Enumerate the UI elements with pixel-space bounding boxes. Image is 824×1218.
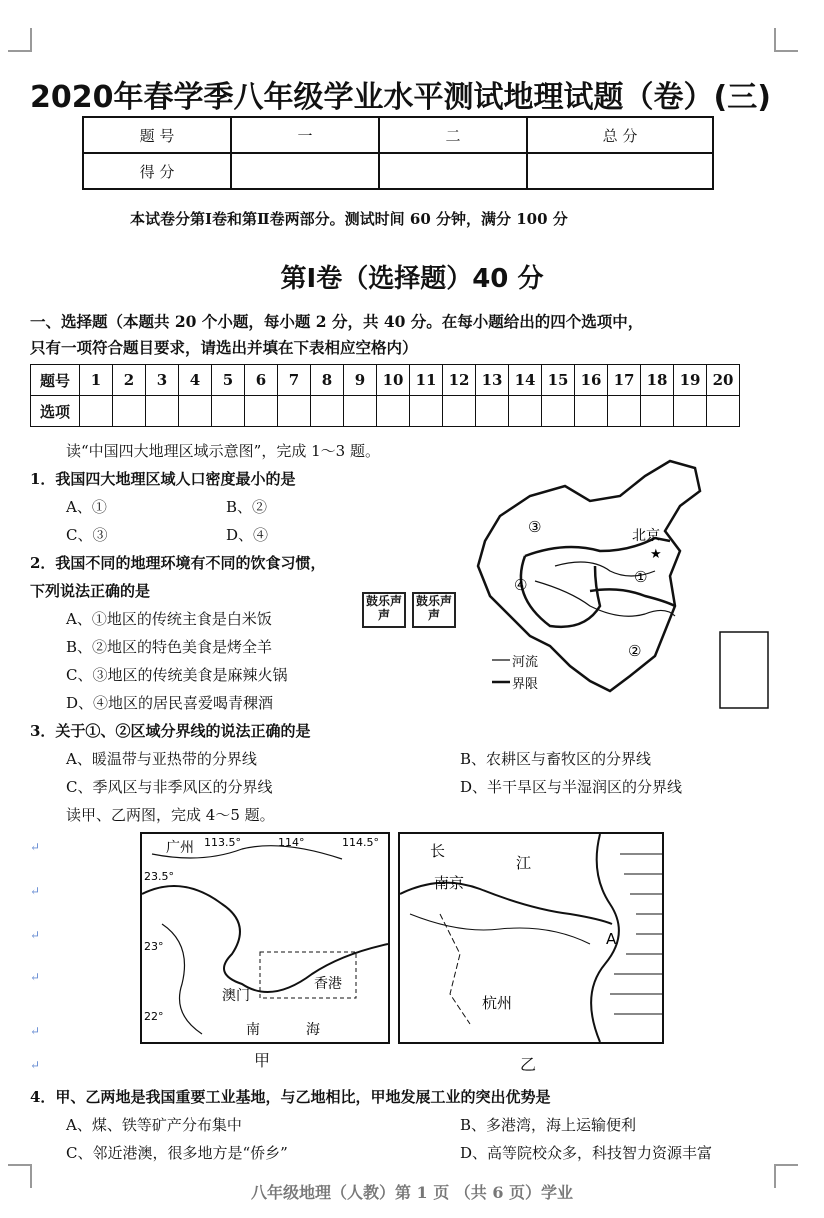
map-jia-label: 113.5° [204,836,241,849]
province-border-path [440,914,470,1024]
answer-input-cell[interactable] [113,396,146,427]
answer-number-cell: 10 [377,365,410,396]
map-yi-label: 杭州 [482,994,513,1012]
answer-number-cell: 3 [146,365,179,396]
china-map-label: ① [634,568,648,586]
section-desc-line1: 一、选择题（本题共 20 个小题，每小题 2 分，共 40 分。在每小题给出的四个选项中， [30,312,644,331]
map-yi-label: 南京 [434,874,465,892]
answer-number-cell: 20 [707,365,740,396]
answer-input-cell[interactable] [377,396,410,427]
answer-input-cell[interactable] [80,396,113,427]
paragraph-mark-icon: ↵ [30,1024,41,1038]
answer-number-cell: 14 [509,365,542,396]
answer-number-cell: 2 [113,365,146,396]
q2-option-b[interactable]: B、②地区的特色美食是烤全羊 [66,638,273,656]
q3-option-d[interactable]: D、半干旱区与半湿润区的分界线 [460,778,683,796]
question-3-stem: 3．关于①、②区域分界线的说法正确的是 [30,722,311,740]
read-instruction-2: 读甲、乙两图，完成 4～5 题。 [66,806,275,824]
section-title: 第Ⅰ卷（选择题）40 分 [280,264,544,294]
beijing-star-icon: ★ [650,547,662,562]
answer-option-label: 选项 [31,396,80,427]
yangtze-river-path [400,883,612,924]
legend-border-label: 界限 [512,677,539,692]
q4-option-c[interactable]: C、邻近港澳，很多地方是“侨乡” [66,1144,288,1162]
map-yi-label: A [606,930,617,948]
answer-header-label: 题号 [31,365,80,396]
answer-number-cell: 8 [311,365,344,396]
stamp-image [362,592,406,628]
answer-input-cell[interactable] [707,396,740,427]
answer-number-cell: 19 [674,365,707,396]
answer-input-cell[interactable] [311,396,344,427]
answer-number-cell: 4 [179,365,212,396]
map-yi-label: 江 [516,854,532,872]
map-yi-caption: 乙 [520,1055,537,1074]
q1-option-c[interactable]: C、③ [66,526,108,544]
answer-number-cell: 18 [641,365,674,396]
answer-input-cell[interactable] [212,396,245,427]
map-jia-label: 23.5° [144,870,174,883]
score-cell: 总 分 [527,117,713,153]
answer-row-options [31,396,740,427]
score-cell: 一 [231,117,379,153]
paragraph-mark-icon: ↵ [30,1058,41,1072]
answer-number-cell: 1 [80,365,113,396]
map-jia-label: 澳门 [222,988,250,1004]
china-map-label: ② [628,642,642,660]
map-jia-label: 114.5° [342,836,379,849]
answer-number-cell: 12 [443,365,476,396]
question-2-stem-cont: 下列说法正确的是 [30,582,151,600]
question-4-stem: 4．甲、乙两地是我国重要工业基地，与乙地相比，甲地发展工业的突出优势是 [30,1088,551,1106]
answer-row-numbers [31,365,740,396]
q3-option-a[interactable]: A、暖温带与亚热带的分界线 [66,750,257,768]
score-row-header [83,117,713,153]
answer-number-cell: 5 [212,365,245,396]
legend-river-label: 河流 [512,655,539,670]
answer-input-cell[interactable] [674,396,707,427]
answer-number-cell: 15 [542,365,575,396]
answer-number-cell: 17 [608,365,641,396]
answer-input-cell[interactable] [575,396,608,427]
answer-input-cell[interactable] [410,396,443,427]
exam-intro: 本试卷分第Ⅰ卷和第Ⅱ卷两部分。测试时间 60 分钟，满分 100 分 [130,210,568,228]
score-row-points [83,153,713,189]
answer-input-cell[interactable] [245,396,278,427]
q3-option-b[interactable]: B、农耕区与畜牧区的分界线 [460,750,652,768]
score-cell: 二 [379,117,527,153]
answer-number-cell: 7 [278,365,311,396]
q4-option-d[interactable]: D、高等院校众多，科技智力资源丰富 [460,1144,713,1162]
answer-number-cell: 9 [344,365,377,396]
map-jia-label: 23° [144,940,164,953]
map-jia-caption: 甲 [254,1051,271,1070]
q4-option-a[interactable]: A、煤、铁等矿产分布集中 [66,1116,242,1134]
answer-input-cell[interactable] [344,396,377,427]
q4-option-b[interactable]: B、多港湾，海上运输便利 [460,1116,637,1134]
q1-option-d[interactable]: D、④ [226,526,269,544]
map-jia-label: 海 [306,1022,320,1038]
corner-mark-top-right [774,28,798,52]
q2-option-d[interactable]: D、④地区的居民喜爱喝青稞酒 [66,694,274,712]
score-table [82,116,714,190]
score-input-cell[interactable] [379,153,527,189]
map-yi-label: 长 [430,842,446,860]
answer-number-cell: 11 [410,365,443,396]
answer-input-cell[interactable] [641,396,674,427]
map-jia [140,832,390,1044]
score-input-cell[interactable] [231,153,379,189]
map-jia-label: 南 [246,1022,260,1038]
region-boundary-plateau [521,556,600,627]
score-cell: 得 分 [83,153,231,189]
page-footer: 八年级地理（人教）第 1 页 （共 6 页）学业 [250,1183,574,1202]
map-yi [398,832,664,1044]
map-jia-label: 广州 [166,840,194,856]
south-china-sea-inset [720,632,768,708]
stamp-image [412,592,456,628]
region-boundary-qinling [590,589,675,606]
paragraph-mark-icon: ↵ [30,884,41,898]
section-desc-line2: 只有一项符合题目要求，请选出并填在下表相应空格内） [30,338,418,357]
answer-input-cell[interactable] [608,396,641,427]
paragraph-mark-icon: ↵ [30,970,41,984]
map-jia-label: 114° [278,836,305,849]
page-title: 2020年春学季八年级学业水平测试地理试题（卷）(三) [30,80,771,115]
corner-mark-top-left [8,28,32,52]
map-jia-label: 香港 [314,976,342,992]
river-path [162,924,202,1034]
q3-option-c[interactable]: C、季风区与非季风区的分界线 [66,778,273,796]
score-input-cell[interactable] [527,153,713,189]
answer-input-cell[interactable] [509,396,542,427]
answer-number-cell: 6 [245,365,278,396]
answer-input-cell[interactable] [443,396,476,427]
read-instruction-1: 读“中国四大地理区域示意图”，完成 1～3 题。 [66,442,380,460]
answer-input-cell[interactable] [476,396,509,427]
paragraph-mark-icon: ↵ [30,840,41,854]
answer-number-cell: 16 [575,365,608,396]
river-path [410,914,590,944]
question-2-stem: 2．我国不同的地理环境有不同的饮食习惯， [30,554,326,572]
paragraph-mark-icon: ↵ [30,928,41,942]
coastline-path [142,886,388,992]
china-map-label: 北京 [632,528,660,544]
q1-option-a[interactable]: A、① [66,498,107,516]
answer-input-cell[interactable] [179,396,212,427]
china-regions-map [470,456,772,712]
score-cell: 题 号 [83,117,231,153]
stamp-text: 鼓乐声声 [365,594,402,622]
q1-option-b[interactable]: B、② [226,498,268,516]
answer-input-cell[interactable] [542,396,575,427]
stamp-text: 鼓乐声声 [415,594,452,622]
q2-option-a[interactable]: A、①地区的传统主食是白米饭 [66,610,272,628]
answer-number-cell: 13 [476,365,509,396]
china-map-label: ④ [514,576,528,594]
answer-input-cell[interactable] [278,396,311,427]
answer-table [30,364,740,427]
map-jia-label: 22° [144,1010,164,1023]
question-1-stem: 1．我国四大地理区域人口密度最小的是 [30,470,296,488]
answer-input-cell[interactable] [146,396,179,427]
q2-option-c[interactable]: C、③地区的传统美食是麻辣火锅 [66,666,288,684]
china-map-label: ③ [528,518,542,536]
